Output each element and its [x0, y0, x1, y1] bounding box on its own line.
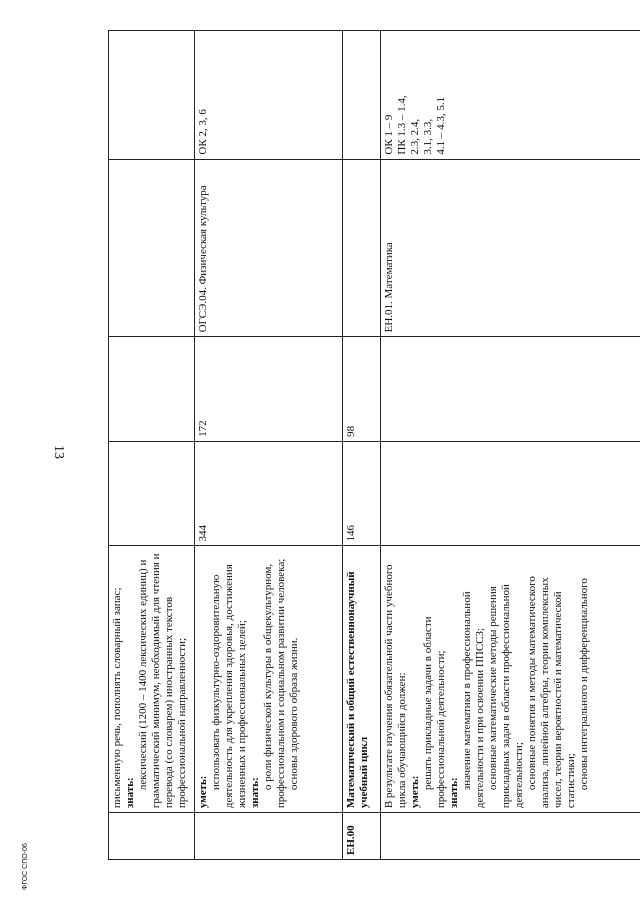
competencies-cell: ОК 2, 3, 6 — [195, 31, 343, 160]
description-line: основы здорового образа жизни. — [288, 637, 300, 791]
competencies-cell: ОК 1 – 9 ПК 1.3 – 1.4, 2.3, 2.4, 3.1, 3.3, 4.1 – 4.3, 5.1 — [381, 31, 640, 160]
description-line: В результате изучения обязательной части учебного цикла обучающийся должен: — [383, 564, 408, 809]
description-line: основы интегрального и дифференциального — [578, 578, 590, 791]
max-hours-cell: 146 — [343, 441, 381, 546]
section-heading: уметь: — [409, 775, 421, 809]
max-hours-cell — [381, 441, 640, 546]
cycle-title: Математический и общий естественнонаучный учебный цикл — [345, 571, 370, 809]
description-cell — [381, 546, 640, 813]
competencies-cell — [109, 31, 195, 160]
required-hours-cell: 172 — [195, 337, 343, 442]
required-hours-cell — [109, 337, 195, 442]
discipline-cell — [109, 159, 195, 337]
curriculum-table-wrapper — [108, 30, 621, 860]
table-row — [343, 31, 381, 860]
table-row — [381, 31, 640, 860]
page-number: 13 — [51, 445, 66, 459]
section-heading: знать: — [124, 777, 136, 809]
description-line: решать прикладные задачи в области профессиональной деятельности; — [422, 616, 447, 809]
required-hours-cell: 98 — [343, 337, 381, 442]
discipline-cell — [343, 159, 381, 337]
description-cell — [343, 546, 381, 813]
max-hours-cell: 344 — [195, 441, 343, 546]
section-heading: уметь: — [197, 775, 209, 809]
description-cell — [195, 546, 343, 813]
cycle-code-cell — [109, 813, 195, 860]
cycle-code-cell — [381, 813, 640, 860]
description-line: письменную речь, пополнять словарный запас; — [111, 587, 123, 809]
description-line: основные математические методы решения прикладных задач в области профессиональной деятельности; — [487, 584, 525, 809]
cycle-code-cell: ЕН.00 — [343, 813, 381, 860]
section-heading: знать: — [448, 777, 460, 809]
description-line: основные понятия и методы математического анализа, линейной алгебры, теории комплексных чисел, теории вероятностей и математической статистики; — [526, 576, 577, 809]
description-cell — [109, 546, 195, 813]
cycle-code-cell — [195, 813, 343, 860]
max-hours-cell — [109, 441, 195, 546]
table-row — [109, 31, 195, 860]
footer-code: ФГОС СПО-06 — [22, 843, 29, 890]
required-hours-cell — [381, 337, 640, 442]
table-row — [195, 31, 343, 860]
curriculum-table — [108, 30, 640, 860]
competencies-cell — [343, 31, 381, 160]
description-line: о роли физической культуры в общекультурном, профессиональном и социальном развитии человека; — [262, 558, 287, 809]
discipline-cell: ЕН.01. Математика — [381, 159, 640, 337]
section-heading: знать: — [249, 777, 261, 809]
description-line: использовать физкультурно-оздоровительную деятельность для укрепления здоровья, достижения жизненных и профессиональных целей; — [210, 564, 248, 809]
table-body — [109, 31, 640, 860]
description-line: лексический (1200 – 1400 лексических единиц) и грамматический минимум, необходимый для чтения и перевода (со словарем) иностранных текстов профессиональной направленности; — [137, 553, 188, 809]
discipline-cell: ОГСЭ.04. Физическая культура — [195, 159, 343, 337]
description-line: значение математики в профессиональной деятельности и при освоении ППССЗ; — [461, 591, 486, 809]
